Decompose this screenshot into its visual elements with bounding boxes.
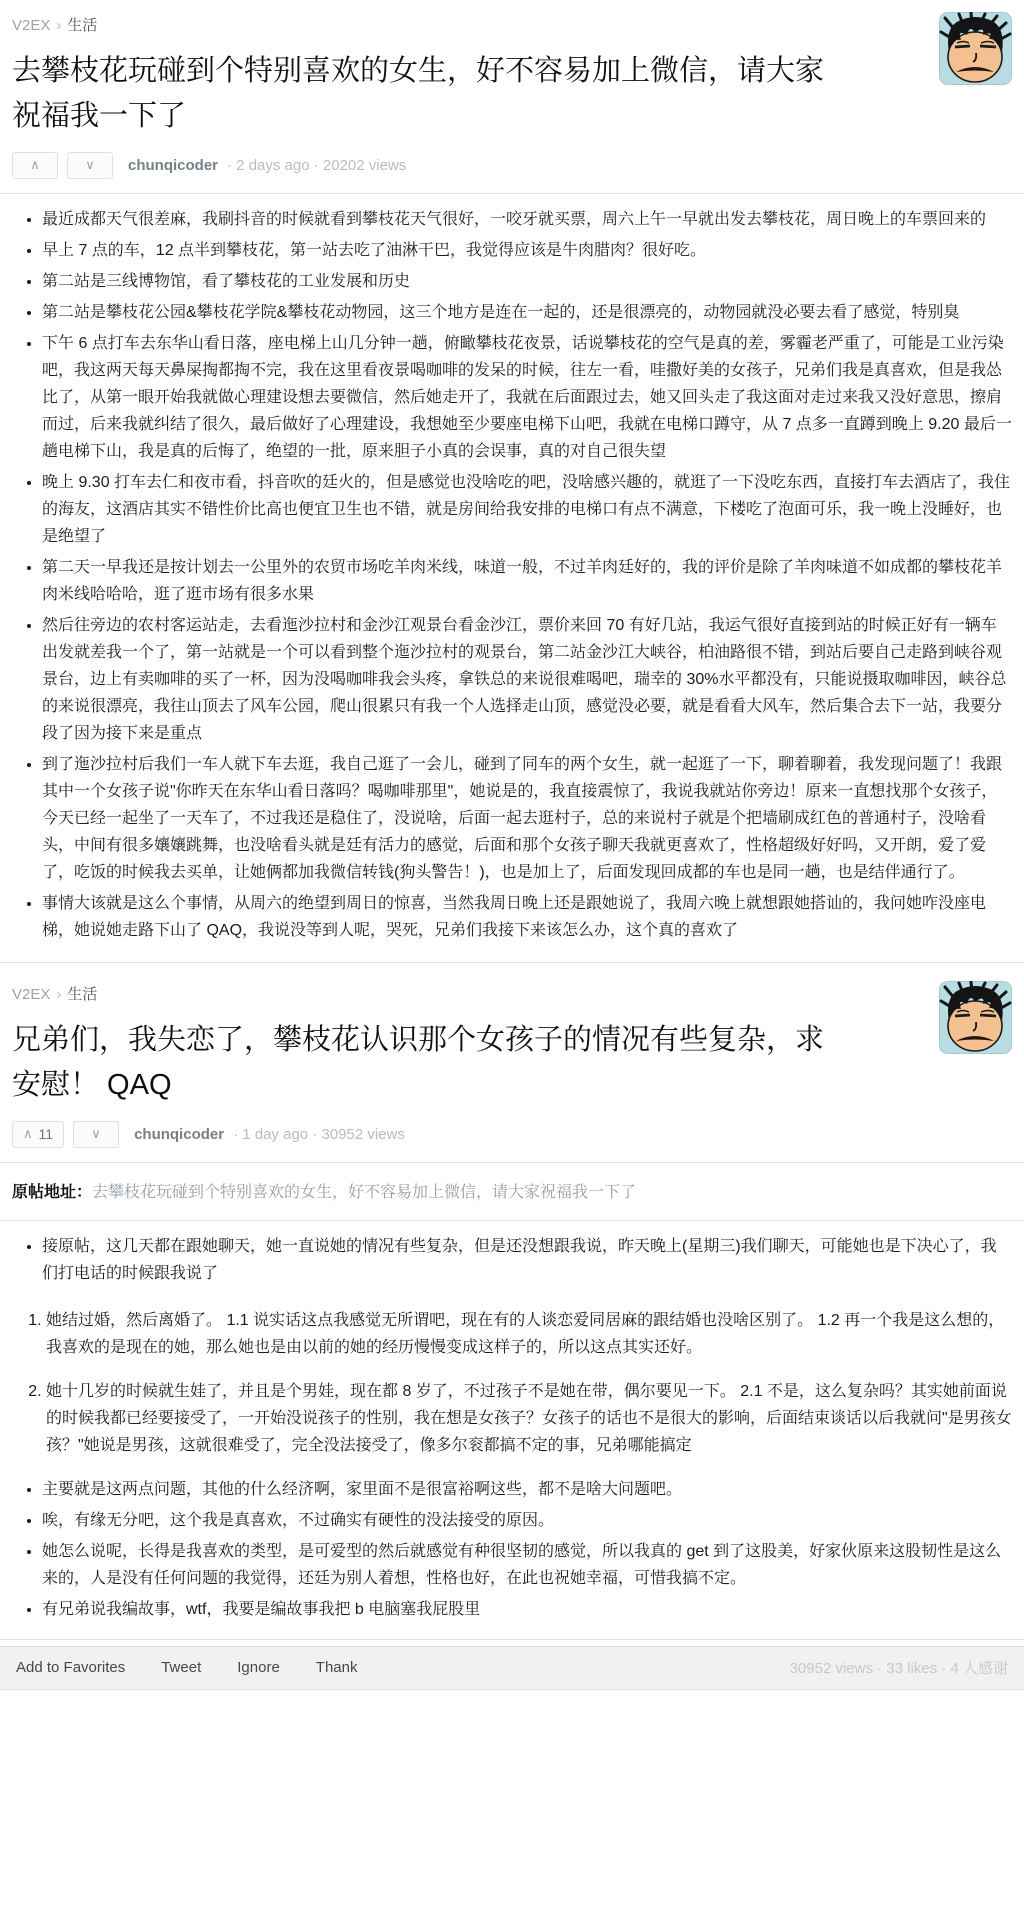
post-bullet: • 最近成都天气很差麻，我刷抖音的时候就看到攀枝花天气很好，一咬牙就买票，周六上午一早就出发去攀枝花，周日晚上的车票回来的 [42, 206, 1012, 233]
divider [0, 193, 1024, 194]
chevron-up-icon: ∧ [23, 1126, 33, 1142]
breadcrumb-node-link[interactable]: 生活 [67, 17, 98, 34]
post-bullet: • 唉，有缘无分吧，这个我是真喜欢，不过确实有硬性的没法接受的原因。 [42, 1507, 1012, 1534]
post-bullet: • 有兄弟说我编故事，wtf，我要是编故事我把 b 电脑塞我屁股里 [42, 1596, 1012, 1623]
post-meta-info: · 2 days ago · 20202 views [227, 156, 407, 174]
breadcrumb-site-link[interactable]: V2EX [12, 17, 51, 34]
upvote-count: 11 [38, 1126, 54, 1143]
chevron-up-icon: ∧ [30, 157, 40, 173]
user-avatar[interactable] [939, 12, 1012, 85]
upvote-button[interactable] [12, 1121, 64, 1148]
thank-button[interactable]: Thank [315, 1659, 358, 1677]
breadcrumb-site-link[interactable]: V2EX [12, 985, 51, 1003]
breadcrumb [12, 969, 923, 1004]
post-2-content [12, 1476, 1012, 1623]
post-2-header-left [12, 969, 923, 1108]
post-separator [0, 962, 1024, 963]
downvote-button[interactable] [73, 1121, 119, 1148]
post-2-header [12, 969, 1012, 1108]
origin-post-link[interactable]: 去攀枝花玩碰到个特别喜欢的女生，好不容易加上微信，请大家祝福我一下了 [92, 1183, 637, 1201]
post-bullet: • 事情大该就是这么个事情，从周六的绝望到周日的惊喜，当然我周日晚上还是跟她说了，我周六晚上就想跟她搭讪的，我问她咋没座电梯，她说她走路下山了 QAQ，我说没等到人呢，哭死，兄弟们我接下来该怎么办，这个真的喜欢了 [42, 890, 1012, 944]
post-2-numbered-list [12, 1307, 1012, 1459]
post-bullet: • 下午 6 点打车去东华山看日落，座电梯上山几分钟一趟，俯瞰攀枝花夜景，话说攀枝花的空气是真的差，雾霾老严重了，可能是工业污染吧，我这两天每天鼻屎掏都掏不完，我在这里看夜景喝咖啡的发呆的时候，往左一看，哇撒好美的女孩子，兄弟们我是真喜欢，但是我怂比了，从第一眼开始我就做心理建设想去要微信，然后她走开了，我就在后面跟过去，她又回头走了我这面对走过来我又没好意思，擦肩而过，后来我就纠结了很久，最后做好了心理建设，我想她至少要座电梯下山吧，我就在电梯口蹲守，从 7 点多一直蹲到晚上 9.20 最后一趟电梯下山，我是真的后悔了，绝望的一批，原来胆子小真的会误事，真的对自己很失望 [42, 330, 1012, 465]
page-title: 兄弟们，我失恋了，攀枝花认识那个女孩子的情况有些复杂，求安慰！ QAQ [12, 1023, 825, 1101]
post-bullet: • 她怎么说呢，长得是我喜欢的类型，是可爱型的然后就感觉有种很坚韧的感觉，所以我真的 get 到了这股美，好家伙原来这股韧性是这么来的，人是没有任何问题的我觉得，还廷为别人着想，性格也好，在此也祝她幸福，可惜我搞不定。 [42, 1538, 1012, 1592]
post-bullet: • 早上 7 点的车，12 点半到攀枝花，第一站去吃了油淋干巴，我觉得应该是牛肉腊肉？很好吃。 [42, 237, 1012, 264]
post-numbered-item: 2. 她十几岁的时候就生娃了，并且是个男娃，现在都 8 岁了，不过孩子不是她在带，偶尔要见一下。 2.1 不是，这么复杂吗？其实她前面说的时候我都已经要接受了，一开始没说孩子的性别，我在想是女孩子？女孩子的话也不是很大的影响，后面结束谈话以后我就问"是男孩女孩？"她说是男孩，这就很难受了，完全没法接受了，像多尔衮都搞不定的事，兄弟哪能搞定 [46, 1378, 1012, 1459]
post-1-header [12, 0, 1012, 139]
post-meta-info: · 1 day ago · 30952 views [233, 1125, 405, 1143]
post-bullet: • 第二站是三线博物馆，看了攀枝花的工业发展和历史 [42, 268, 1012, 295]
post-bullet: • 然后往旁边的农村客运站走，去看迤沙拉村和金沙江观景台看金沙江，票价来回 70 有好几站，我运气很好直接到站的时候正好有一辆车出发就差我一个了，第一站就是一个可以看到整个迤沙拉村的观景台，第二站金沙江大峡谷，柏油路很不错，到站后要自己走路到峡谷观景台，边上有卖咖啡的买了一杯，因为没喝咖啡我会头疼，拿铁总的来说很难喝吧，瑞幸的 30%水平都没有，只能说摄取咖啡因，峡谷总的来说很漂亮，我往山顶去了风车公园，爬山很累只有我一个人选择走山顶，感觉没必要，就是看看大风车，然后集合去下一站，我要分段了因为接下来是重点 [42, 612, 1012, 747]
post-1-header-left [12, 0, 923, 139]
post-bullet: • 第二站是攀枝花公园&攀枝花学院&攀枝花动物园，这三个地方是连在一起的，还是很漂亮的，动物园就没必要去看了感觉，特别臭 [42, 299, 1012, 326]
origin-post-line [12, 1179, 1012, 1206]
add-to-favorites-button[interactable]: Add to Favorites [16, 1659, 126, 1677]
topic-stats: 30952 views · 33 likes · 4 人感谢 [789, 1660, 1008, 1678]
post-1 [12, 0, 1012, 944]
tweet-button[interactable]: Tweet [161, 1659, 202, 1677]
post-bullet: • 第二天一早我还是按计划去一公里外的农贸市场吃羊肉米线，味道一般，不过羊肉廷好的，我的评价是除了羊肉味道不如成都的攀枝花羊肉米线哈哈哈，逛了逛市场有很多水果 [42, 554, 1012, 608]
ignore-button[interactable]: Ignore [237, 1659, 280, 1677]
divider [0, 1162, 1024, 1163]
post-1-content [12, 206, 1012, 944]
breadcrumb-node-link[interactable]: 生活 [67, 985, 98, 1003]
post-2-intro [12, 1233, 1012, 1287]
post-2-meta [12, 1121, 1012, 1148]
post-bullet: • 接原帖，这几天都在跟她聊天，她一直说她的情况有些复杂，但是还没想跟我说，昨天晚上(星期三)我们聊天，可能她也是下决心了，我们打电话的时候跟我说了 [42, 1233, 1012, 1287]
post-bullet: • 到了迤沙拉村后我们一车人就下车去逛，我自己逛了一会儿，碰到了同车的两个女生，就一起逛了一下，聊着聊着，我发现问题了！我跟其中一个女孩子说"你昨天在东华山看日落吗？喝咖啡那里"，她说是的，我直接震惊了，我说我就站你旁边！原来一直想找那个女孩子，今天已经一起坐了一天车了，不过我还是稳住了，没说啥，后面一起去逛村子，总的来说村子就是个把墙刷成红色的普通村子，没啥看头，中间有很多孃孃跳舞，也没啥看头就是廷有活力的感觉，后面和那个女孩子聊天我就更喜欢了，性格超级好好吗，又开朗，爱了爱了，吃饭的时候我去买单，让她俩都加我微信转钱(狗头警告！)，也是加上了，后面发现回成都的车也是同一趟，也是结伴通行了。 [42, 751, 1012, 886]
chevron-down-icon: ∨ [85, 157, 95, 173]
breadcrumb-separator: › [56, 985, 62, 1003]
author-link[interactable]: chunqicoder [128, 156, 219, 174]
origin-post-label: 原帖地址： [12, 1183, 93, 1201]
page-title: 去攀枝花玩碰到个特别喜欢的女生，好不容易加上微信，请大家祝福我一下了 [12, 55, 825, 132]
divider [0, 1220, 1024, 1221]
breadcrumb-separator: › [56, 17, 62, 34]
post-bullet: • 晚上 9.30 打车去仁和夜市看，抖音吹的廷火的，但是感觉也没啥吃的吧，没啥感兴趣的，就逛了一下没吃东西，直接打车去酒店了，我住的海友，这酒店其实不错性价比高也便宜卫生也不错，就是房间给我安排的电梯口有点不满意，下楼吃了泡面可乐，我一晚上没睡好，也是绝望了 [42, 469, 1012, 550]
author-link[interactable]: chunqicoder [134, 1125, 225, 1143]
breadcrumb [12, 0, 923, 35]
topic-action-bar [0, 1646, 1024, 1690]
downvote-button[interactable] [67, 152, 113, 179]
chevron-down-icon: ∨ [91, 1126, 101, 1142]
post-2 [12, 969, 1012, 1623]
post-bullet: • 主要就是这两点问题，其他的什么经济啊，家里面不是很富裕啊这些，都不是啥大问题吧。 [42, 1476, 1012, 1503]
topic-actions [16, 1659, 358, 1676]
user-avatar[interactable] [939, 981, 1012, 1054]
post-1-meta [12, 152, 1012, 179]
post-numbered-item: 1. 她结过婚，然后离婚了。 1.1 说实话这点我感觉无所谓吧，现在有的人谈恋爱同居麻的跟结婚也没啥区别了。 1.2 再一个我是这么想的，我喜欢的是现在的她，那么她也是由以前的她的经历慢慢变成这样子的，所以这点其实还好。 [46, 1307, 1012, 1361]
upvote-button[interactable] [12, 152, 58, 179]
